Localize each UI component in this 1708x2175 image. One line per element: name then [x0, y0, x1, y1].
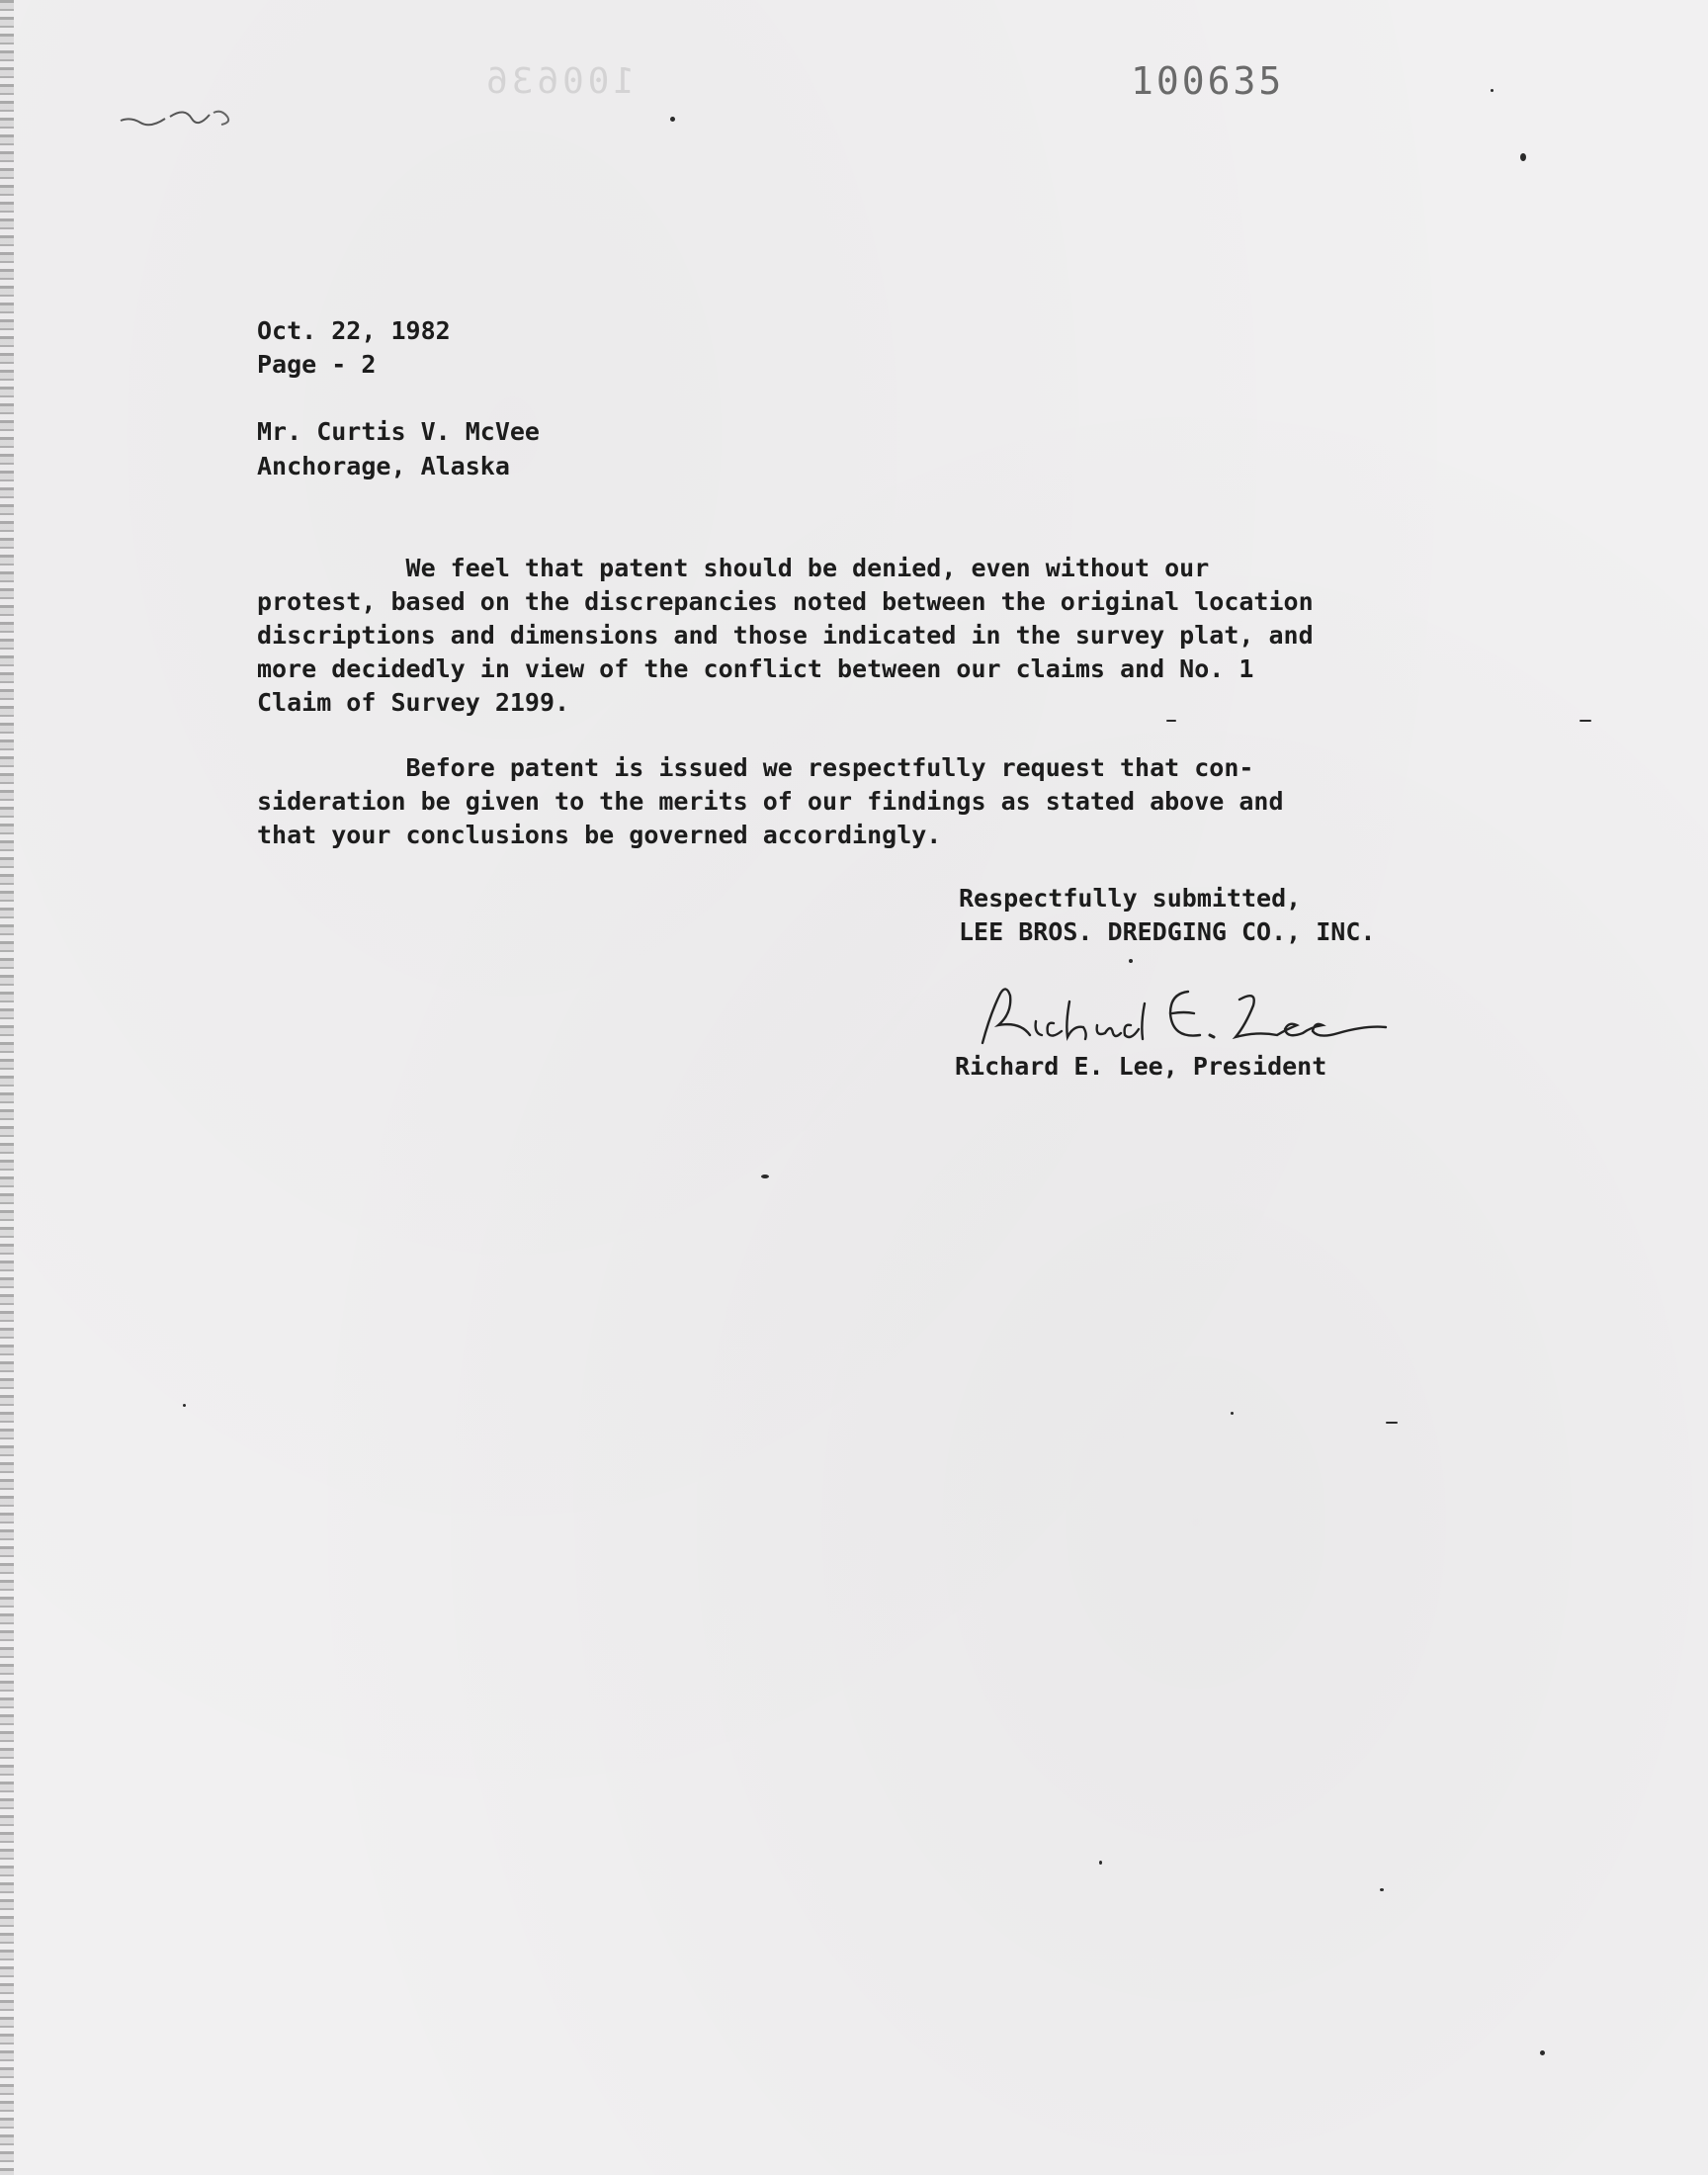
- scan-edge-artifact: [0, 0, 14, 2175]
- bleed-through-number: 100636: [482, 61, 636, 102]
- closing-block: [959, 882, 1375, 949]
- recipient-city: Anchorage, Alaska: [257, 452, 510, 480]
- scan-speck: [1386, 1422, 1398, 1424]
- paragraph-2-line: that your conclusions be governed accordingly.: [257, 821, 942, 849]
- closing-salutation: Respectfully submitted,: [959, 884, 1302, 913]
- paragraph-1: [257, 552, 1483, 720]
- scan-speck: [1491, 89, 1494, 92]
- page-number: Page - 2: [257, 350, 377, 379]
- paragraph-2: [257, 751, 1483, 852]
- corner-scribble-mark: [111, 99, 269, 138]
- scan-speck: [761, 1174, 769, 1178]
- paragraph-2-line: Before patent is issued we respectfully request that con-: [257, 753, 1254, 782]
- scan-speck: [1166, 720, 1176, 722]
- paragraph-1-line: Claim of Survey 2199.: [257, 688, 570, 717]
- document-number-stamp: 100635: [1131, 59, 1285, 103]
- paragraph-1-line: We feel that patent should be denied, even without our: [257, 554, 1210, 582]
- paragraph-1-line: discriptions and dimensions and those indicated in the survey plat, and: [257, 621, 1314, 650]
- scan-speck: [183, 1404, 186, 1407]
- paragraph-2-line: sideration be given to the merits of our findings as stated above and: [257, 787, 1284, 816]
- paragraph-1-line: protest, based on the discrepancies noted between the original location: [257, 587, 1314, 616]
- recipient-name: Mr. Curtis V. McVee: [257, 417, 540, 446]
- scan-speck: [1231, 1412, 1234, 1415]
- company-name: LEE BROS. DREDGING CO., INC.: [959, 917, 1376, 946]
- scan-speck: [670, 117, 675, 122]
- scan-speck: [1129, 959, 1133, 963]
- scan-speck: [1099, 1861, 1102, 1865]
- scan-speck: [1380, 1888, 1384, 1891]
- scan-speck: [1520, 153, 1526, 161]
- signer-name-title: Richard E. Lee, President: [955, 1052, 1327, 1081]
- scan-speck: [1540, 2050, 1545, 2055]
- letter-date: Oct. 22, 1982: [257, 316, 451, 345]
- scan-speck: [1580, 720, 1591, 722]
- paragraph-1-line: more decidedly in view of the conflict between our claims and No. 1: [257, 654, 1254, 683]
